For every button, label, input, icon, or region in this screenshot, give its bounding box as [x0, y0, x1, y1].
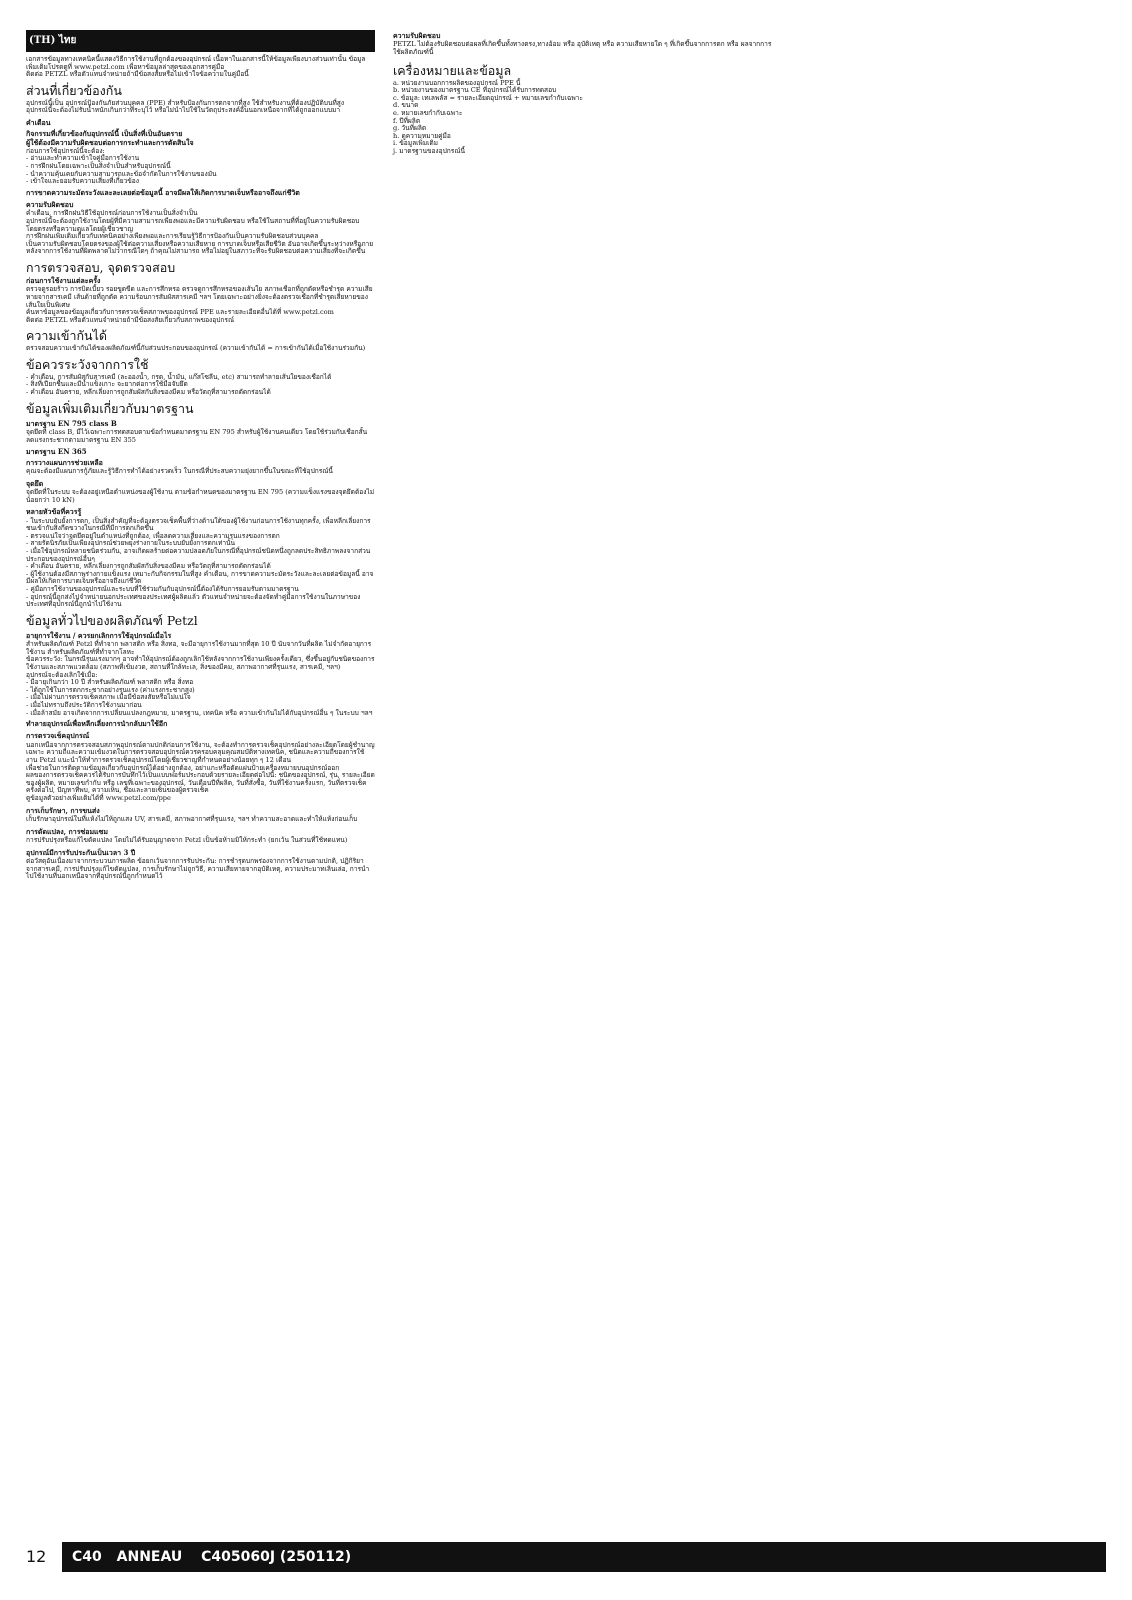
- section-title-related: ส่วนที่เกี่ยวข้องกัน: [26, 82, 122, 98]
- warning-heading: คำเตือน: [26, 117, 51, 127]
- standard-en795-heading: มาตรฐาน EN 795 class B: [26, 418, 117, 428]
- page-footer: [26, 1542, 1106, 1572]
- inspect-equipment-text: นอกเหนือจากการตรวจสอบสภาพอุปกรณ์ตามปกติก่อนการใช้งาน, จะต้องทำการตรวจเช็คอุปกรณ์อย่างละเอียดโดยผู้ชำนาญเฉพาะ ความถี่และความเข้มงวดในการตรวจสอบอุปกรณ์ควรครอบคลุมคุณสมบัติทางเทคนิค, ชนิดและความถี่ของการใช้งาน Petzl แนะนำให้ทำการตรวจเช็คอุปกรณ์โดยผู้เชี่ยวชาญที่กำหนดอย่างน้อยทุก ๆ 12 เดือน เพื่อช่วยในการติดตามข้อมูลเกี่ยวกับอุปกรณ์ได้อย่างถูกต้อง, อย่าแกะหรือตัดแผ่นป้ายเครื่องหมายบนอุปกรณ์ออก ผลของการตรวจเช็คควรได้รับการบันทึกไว้เป็นแบบฟอร์มประกอบด้วยรายละเอียดต่อไปนี้: ชนิดของอุปกรณ์, รุ่น, รายละเอียดของผู้ผลิต, หมายเลขกำกับ หรือ เลขที่เฉพาะของอุปกรณ์, วันเดือนปีที่ผลิต, วันที่สั่งซื้อ, วันที่ใช้งานครั้งแรก, วันที่ตรวจเช็คครั้งต่อไป, ปัญหาที่พบ, ความเห็น, ชื่อและลายเซ็นของผู้ตรวจเช็ค ดูข้อมูลตัวอย่างเพิ่มเติมได้ที่ www.petzl.com/ppe: [26, 740, 375, 802]
- liability-text: PETZL ไม่ต้องรับผิดชอบต่อผลที่เกิดขึ้นทั้งทางตรง,ทางอ้อม หรือ อุบัติเหตุ หรือ ความเสียหายใด ๆ ที่เกิดขึ้นจากการตก หรือ ผลจากการใช้ผลิตภัณฑ์นี้: [393, 40, 772, 56]
- principles-text: - ในระบบยับยั้งการตก, เป็นสิ่งสำคัญที่จะต้องตรวจเช็คพื้นที่ว่างด้านใต้ของผู้ใช้งานก่อนการใช้งานทุกครั้ง, เพื่อหลีกเลี่ยงการชนเข้ากับสิ่งกีดขวางในกรณีที่มีการตกเกิดขึ้น - ตรวจแน่ใจว่าจุดยึดอยู่ในตำแหน่งที่ถูกต้อง, เพื่อลดความเสี่ยงและความรุนแรงของการตก - สายรัดนิรภัยเป็นเพียงอุปกรณ์ช่วยพยุงร่างกายในระบบยับยั้งการตกเท่านั้น - เมื่อใช้อุปกรณ์หลายชนิดร่วมกัน, อาจเกิดผลร้ายต่อความปลอดภัยในกรณีที่อุปกรณ์ชนิดหนึ่งถูกลดประสิทธิภาพลงจากส่วนประกอบของอุปกรณ์อื่นๆ - คำเตือน อันตราย, หลีกเลี่ยงการถูกสัมผัสกับสิ่งของมีคม หรือวัตถุที่สามารถตัดกร่อนได้ - ผู้ใช้งานต้องมีสภาพร่างกายแข็งแรง เหมาะกับกิจกรรมในที่สูง คำเตือน, การขาดความระมัดระวังและละเลยต่อข้อมูลนี้ อาจมีผลให้เกิดการบาดเจ็บหรืออาจถึงแก่ชีวิต - คู่มือการใช้งานของอุปกรณ์และระบบที่ใช้ร่วมกันกับอุปกรณ์นี้ต้องได้รับการยอมรับตามมาตรฐาน - อุปกรณ์นี้ถูกส่งไปจำหน่ายนอกประเทศของประเทศผู้ผลิตแล้ว ตัวแทนจำหน่ายจะต้องจัดทำคู่มือการใช้งานในภาษาของประเทศที่อุปกรณ์นี้ถูกนำไปใช้งาน: [26, 516, 374, 609]
- section-title-standards: ข้อมูลเพิ่มเติมเกี่ยวกับมาตรฐาน: [26, 400, 194, 416]
- responsibility-text: คำเตือน, การฝึกฝนวิธีใช้อุปกรณ์ก่อนการใช้งานเป็นสิ่งจำเป็น อุปกรณ์นี้จะต้องถูกใช้งานโดยผู้ที่มีความสามารถเพียงพอและมีความรับผิดชอบ หรือใช้ในสถานที่ที่อยู่ในความรับผิดชอบโดยตรงหรือความดูแลโดยผู้เชี่ยวชาญ การฝึกฝนเพิ่มเติมเกี่ยวกับเทคนิคอย่างเพียงพอและการเรียนรู้วิธีการป้องกันเป็นความรับผิดชอบส่วนบุคคล เป็นความรับผิดชอบโดยตรงของผู้ใช้ต่อความเสี่ยงหรือความเสียหาย การบาดเจ็บหรือเสียชีวิต อันอาจเกิดขึ้นระหว่างหรือภายหลังจากการใช้งานที่ผิดพลาดไม่ว่ากรณีใดๆ ถ้าคุณไม่สามารถ หรือไม่อยู่ในสภาวะที่จะรับผิดชอบต่อความเสี่ยงที่จะเกิดขึ้น: [26, 209, 374, 256]
- standard-en795-text: จุดยึดที่ class B, มีไว้เฉพาะการทดสอบตามข้อกำหนดมาตรฐาน EN 795 สำหรับผู้ใช้งานคนเดียว โดยใช้ร่วมกับเชือกสั้นลดแรงกระชากตามมาตรฐาน EN 355: [26, 428, 368, 444]
- warning-bold-text-2: การขาดความระมัดระวังและละเลยต่อข้อมูลนี้ อาจมีผลให้เกิดการบาดเจ็บหรืออาจถึงแก่ชีวิต: [26, 187, 300, 197]
- standard-en365-heading: มาตรฐาน EN 365: [26, 447, 87, 457]
- compatibility-text: ตรวจสอบความเข้ากันได้ของผลิตภัณฑ์นี้กับส่วนประกอบของอุปกรณ์ (ความเข้ากันได้ = การเข้ากันได้เมื่อใช้งานร่วมกัน): [26, 344, 366, 353]
- footer-reference: C405060J (250112): [201, 1549, 352, 1565]
- section-title-inspection: การตรวจสอบ, จุดตรวจสอบ: [26, 259, 176, 275]
- section-text-related: อุปกรณ์นี้เป็น อุปกรณ์ป้องกันภัยส่วนบุคคล (PPE) สำหรับป้องกันการตกจากที่สูง ใช้สำหรับงานที่ต้องปฏิบัติบนที่สูง อุปกรณ์นี้จะต้องไม่รับน้ำหนักเกินกว่าที่ระบุไว้ หรือไม่นำไปใช้ในวัตถุประสงค์อื่นนอกเหนือจากที่ได้ถูกออกแบบมา: [26, 98, 345, 115]
- liability-heading: ความรับผิดชอบ: [393, 31, 441, 40]
- left-column: [26, 30, 375, 881]
- warning-text: ก่อนการใช้อุปกรณ์นี้จะต้อง: - อ่านและทำความเข้าใจคู่มือการใช้งาน - การฝึกฝนโดยเฉพาะเป็นสิ่งจำเป็นสำหรับอุปกรณ์นี้ - นำความคุ้นเคยกับความสามารถและข้อจำกัดในการใช้งานของมัน - เข้าใจและยอมรับความเสี่ยงที่เกี่ยวข้อง: [26, 146, 217, 186]
- rescue-plan-text: คุณจะต้องมีแผนการกู้ภัยและรู้วิธีการทำได้อย่างรวดเร็ว ในกรณีที่ประสบความยุ่งยากขึ้นในขณะที่ใช้อุปกรณ์นี้: [26, 467, 333, 476]
- section-title-general-info: ข้อมูลทั่วไปของผลิตภัณฑ์ Petzl: [26, 612, 198, 628]
- modification-text: การปรับปรุงหรือแก้ไขดัดแปลง โดยไม่ได้รับอนุญาตจาก Petzl เป็นข้อห้ามมิให้กระทำ (ยกเว้น ในส่วนที่ใช้ทดแทน): [26, 835, 348, 844]
- modification-heading: การดัดแปลง, การซ่อมแซม: [26, 826, 108, 836]
- responsibility-heading: ความรับผิดชอบ: [26, 199, 74, 209]
- lifetime-text: สำหรับผลิตภัณฑ์ Petzl ที่ทำจาก พลาสติก หรือ สิ่งทอ, จะมีอายุการใช้งานมากที่สุด 10 ปี นับจากวันที่ผลิต ไม่จำกัดอายุการใช้งาน สำหรับผลิตภัณฑ์ที่ทำจากโลหะ ข้อควรระวัง: ในกรณีรุนแรงมากๆ อาจทำให้อุปกรณ์ต้องถูกเลิกใช้หลังจากการใช้งานเพียงครั้งเดียว, ซึ่งขึ้นอยู่กับชนิดของการใช้งานและสภาพแวดล้อม (สภาพที่เข้มงวด, สถานที่ใกล้ทะเล, สิ่งของมีคม, สภาพอากาศที่รุนแรง, สารเคมี, ฯลฯ) อุปกรณ์จะต้องเลิกใช้เมื่อ: - มีอายุเกินกว่า 10 ปี สำหรับผลิตภัณฑ์ พลาสติก หรือ สิ่งทอ - ได้ถูกใช้ในการตกกระชากอย่างรุนแรง (ค่าแรงกระชากสูง) - เมื่อไม่ผ่านการตรวจเช็คสภาพ เมื่อมีข้อสงสัยหรือไม่แน่ใจ - เมื่อไม่ทราบถึงประวัติการใช้งานมาก่อน - เมื่อล้าสมัย อาจเกิดจากการเปลี่ยนแปลงกฎหมาย, มาตรฐาน, เทคนิค หรือ ความเข้ากันไม่ได้กับอุปกรณ์อื่น ๆ ในระบบ ฯลฯ: [26, 640, 375, 717]
- inspect-equipment-heading: การตรวจเช็คอุปกรณ์: [26, 731, 90, 741]
- footer-product-name: ANNEAU: [116, 1549, 183, 1565]
- footer-bar: [62, 1542, 1106, 1572]
- warning-bold-text: กิจกรรมที่เกี่ยวข้องกับอุปกรณ์นี้ เป็นสิ่งที่เป็นอันตราย ผู้ใช้ต้องมีความรับผิดชอบต่อการกระทำและการตัดสินใจ: [26, 129, 194, 147]
- rescue-plan-heading: การวางแผนการช่วยเหลือ: [26, 457, 103, 467]
- storage-heading: การเก็บรักษา, การขนส่ง: [26, 805, 100, 815]
- section-title-compatibility: ความเข้ากันได้: [26, 328, 107, 344]
- footer-model: C40: [72, 1549, 102, 1565]
- precautions-text: - คำเตือน, การสัมผัสกับสารเคมี (ละอองน้ำ, กรด, น้ำมัน, แก๊สโซลีน, etc) สามารถทำลายเส้นใยของเชือกได้ - สิ่งที่เปียกชื้นและมีน้ำแข็งเกาะ จะยากต่อการใช้มือจับยึด - คำเตือน อันตราย, หลีกเลี่ยงการถูกสัมผัสกับสิ่งของมีคม หรือวัตถุที่สามารถตัดกร่อนได้: [26, 372, 332, 397]
- page-number: 12: [26, 1547, 47, 1566]
- anchor-text: จุดยึดที่ในระบบ จะต้องอยู่เหนือตำแหน่งของผู้ใช้งาน ตามข้อกำหนดของมาตรฐาน EN 795 (ความแข็งแรงของจุดยึดต้องไม่น้อยกว่า 10 kN): [26, 488, 375, 504]
- section-title-precautions: ข้อควรระวังจากการใช้: [26, 356, 149, 372]
- language-header: (TH) ไทย: [26, 30, 375, 52]
- lifetime-heading: อายุการใช้งาน / ควรยกเลิกการใช้อุปกรณ์เมื่อไร: [26, 630, 172, 640]
- storage-text: เก็บรักษาอุปกรณ์ในที่แห้งไม่ให้ถูกแสง UV, สารเคมี, สภาพอากาศที่รุนแรง, ฯลฯ ทำความสะอาดและทำให้แห้งก่อนเก็บ: [26, 814, 358, 823]
- markings-list: a. หน่วยงานบอกการผลิตของอุปกรณ์ PPE นี้ b. หน่วยงานของมาตรฐาน CE ที่อุปกรณ์ได้รับการทดสอบ c. ข้อมูล: เทเลพลัส = รายละเอียดอุปกรณ์ + หมายเลขกำกับเฉพาะ d. ขนาด e. หมายเลขกำกับเฉพาะ f. ปีที่ผลิต g. วันที่ผลิต h. ดูความหมายคู่มือ i. ข้อมูลเพิ่มเติม j. มาตรฐานของอุปกรณ์นี้: [393, 78, 583, 155]
- warranty-heading: อุปกรณ์มีการรับประกันเป็นเวลา 3 ปี: [26, 847, 136, 857]
- destroy-bold-text: ทำลายอุปกรณ์เพื่อหลีกเลี่ยงการนำกลับมาใช้อีก: [26, 719, 168, 729]
- section-title-markings: เครื่องหมายและข้อมูล: [393, 62, 512, 78]
- right-column: [393, 30, 773, 156]
- principles-heading: หลายหัวข้อที่ควรรู้: [26, 507, 82, 517]
- inspection-text: ตรวจดูรอยร้าว การบิดเบี้ยว รอยขูดขีด และการสึกหรอ ตรวจดูการสึกหรอของเส้นใย สภาพเชือกที่ถูกตัดหรือชำรุด ความเสียหายจากสารเคมี เส้นด้ายที่ถูกตัด ความร้อนการสัมผัสสารเคมี ฯลฯ โดยเฉพาะอย่างยิ่งจะต้องตรวจเชือกที่ชำรุดเสียหายของเส้นใยเป็นพิเศษ ค้นหาข้อมูลของข้อมูลเกี่ยวกับการตรวจเช็คสภาพของอุปกรณ์ PPE และรายละเอียดอื่นได้ที่ www.petzl.com ติดต่อ PETZL หรือตัวแทนจำหน่ายถ้ามีข้อสงสัยเกี่ยวกับสภาพของอุปกรณ์: [26, 285, 373, 324]
- before-each-use-heading: ก่อนการใช้งานแต่ละครั้ง: [26, 275, 101, 285]
- anchor-heading: จุดยึด: [26, 478, 44, 488]
- intro-text: เอกสารข้อมูลทางเทคนิคนี้แสดงวิธีการใช้งานที่ถูกต้องของอุปกรณ์ เนื้อหาในเอกสารนี้ให้ข้อมูลเพียงบางส่วนเท่านั้น ข้อมูลเพิ่มเติมโปรดดูที่ www.petzl.com เพื่อหาข้อมูลล่าสุดของเอกสารคู่มือ ติดต่อ PETZL หรือตัวแทนจำหน่ายถ้ามีข้อสงสัยหรือไม่เข้าใจข้อความในคู่มือนี้: [26, 55, 366, 79]
- warranty-text: ต่อวัสดุอันเนื่องมาจากกระบวนการผลิต ข้อยกเว้นจากการรับประกัน: การชำรุดบกพร่องจากการใช้งานตามปกติ, ปฏิกิริยาจากสารเคมี, การปรับปรุงแก้ไขดัดแปลง, การเก็บรักษาไม่ถูกวิธี, ความเสียหายจากอุบัติเหตุ, ความประมาทเลินเล่อ, การนำไปใช้งานที่นอกเหนือจากที่อุปกรณ์นี้ถูกกำหนดไว้: [26, 856, 370, 881]
